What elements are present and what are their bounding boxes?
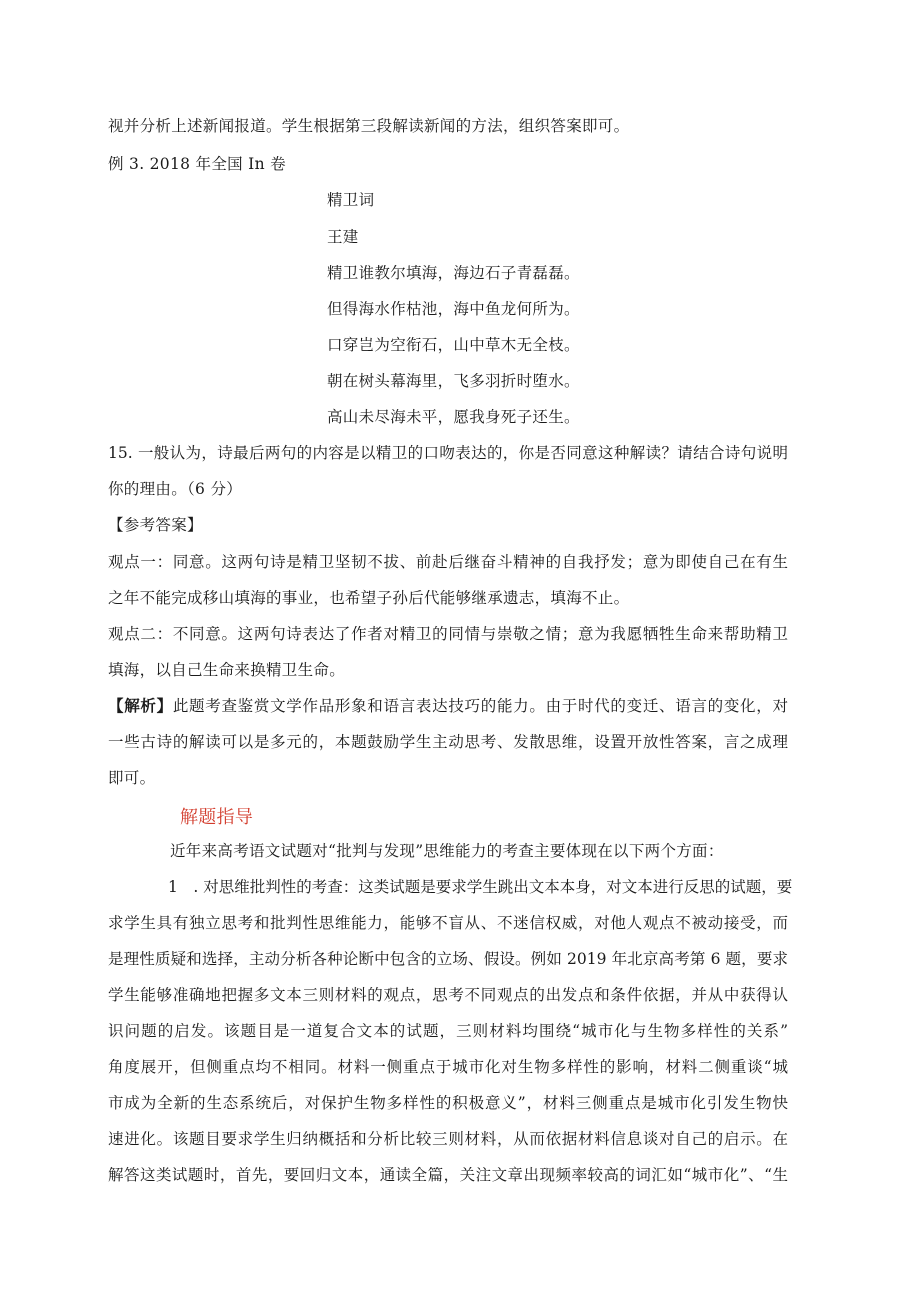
guide-intro: 近年来高考语文试题对“批判与发现”思维能力的考查主要体现在以下两个方面： <box>170 842 724 860</box>
viewpoint-two-line: 观点二：不同意。这两句诗表达了作者对精卫的同情与崇敬之情；意为我愿牺牲生命来帮助精卫 <box>108 625 788 643</box>
analysis-line <box>108 696 788 716</box>
guide-paragraph-line: 学生能够准确地把握多文本三则材料的观点，思考不同观点的出发点和条件依据，并从中获得认 <box>108 986 788 1004</box>
guide-paragraph-line: 识问题的启发。该题目是一道复合文本的试题，三则材料均围绕“城市化与生物多样性的关系” <box>108 1022 788 1040</box>
analysis-text: 此题考查鉴赏文学作品形象和语言表达技巧的能力。由于时代的变迁、语言的变化，对 <box>172 697 788 715</box>
poem-line: 朝在树头幕海里，飞多羽折时堕水。 <box>327 372 580 390</box>
guide-heading: 解题指导 <box>180 807 254 828</box>
poem-line: 口穿岂为空衔石，山中草木无全枝。 <box>327 336 580 354</box>
question-line: 你的理由。（6 分） <box>108 480 243 498</box>
viewpoint-one-line: 观点一：同意。这两句诗是精卫坚韧不拔、前赴后继奋斗精神的自我抒发；意为即使自己在有生 <box>108 553 788 571</box>
analysis-label: 【解析】 <box>108 696 173 715</box>
guide-paragraph-line: 1 . 对思维批判性的考查：这类试题是要求学生跳出文本本身，对文本进行反思的试题，要 <box>168 878 793 896</box>
poem-line: 高山未尽海未平，愿我身死子还生。 <box>327 408 580 426</box>
poem-title: 精卫词 <box>327 191 375 209</box>
poem-line: 但得海水作枯池，海中鱼龙何所为。 <box>327 300 580 318</box>
guide-paragraph-line: 速进化。该题目要求学生归纳概括和分析比较三则材料，从而依据材料信息谈对自己的启示。在 <box>108 1130 788 1148</box>
viewpoint-two-line: 填海，以自己生命来换精卫生命。 <box>108 661 346 679</box>
example-label: 例 3. 2018 年全国 In 卷 <box>108 155 286 173</box>
reference-answer-label: 【参考答案】 <box>108 516 203 534</box>
poem-author: 王建 <box>327 228 359 246</box>
intro-line: 视并分析上述新闻报道。学生根据第三段解读新闻的方法，组织答案即可。 <box>108 117 630 135</box>
poem-line: 精卫谁教尔填海，海边石子青磊磊。 <box>327 264 580 282</box>
guide-paragraph-line: 是理性质疑和选择，主动分析各种论断中包含的立场、假设。例如 2019 年北京高考第 6 题，要求 <box>108 950 788 968</box>
viewpoint-one-line: 之年不能完成移山填海的事业，也希望子孙后代能够继承遗志，填海不止。 <box>108 589 630 607</box>
guide-paragraph-line: 市成为全新的生态系统后，对保护生物多样性的积极意义”，材料三侧重点是城市化引发生物快 <box>108 1094 788 1112</box>
guide-paragraph-line: 角度展开，但侧重点均不相同。材料一侧重点于城市化对生物多样性的影响，材料二侧重谈“城 <box>108 1058 788 1076</box>
guide-paragraph-line: 解答这类试题时，首先，要回归文本，通读全篇，关注文章出现频率较高的词汇如“城市化”、“生 <box>108 1166 788 1184</box>
question-line: 15. 一般认为，诗最后两句的内容是以精卫的口吻表达的，你是否同意这种解读？请结合诗句说明 <box>108 444 788 462</box>
guide-paragraph-line: 求学生具有独立思考和批判性思维能力，能够不盲从、不迷信权威，对他人观点不被动接受，而 <box>108 914 788 932</box>
analysis-line: 即可。 <box>108 769 156 787</box>
analysis-line: 一些古诗的解读可以是多元的，本题鼓励学生主动思考、发散思维，设置开放性答案，言之成理 <box>108 733 788 751</box>
